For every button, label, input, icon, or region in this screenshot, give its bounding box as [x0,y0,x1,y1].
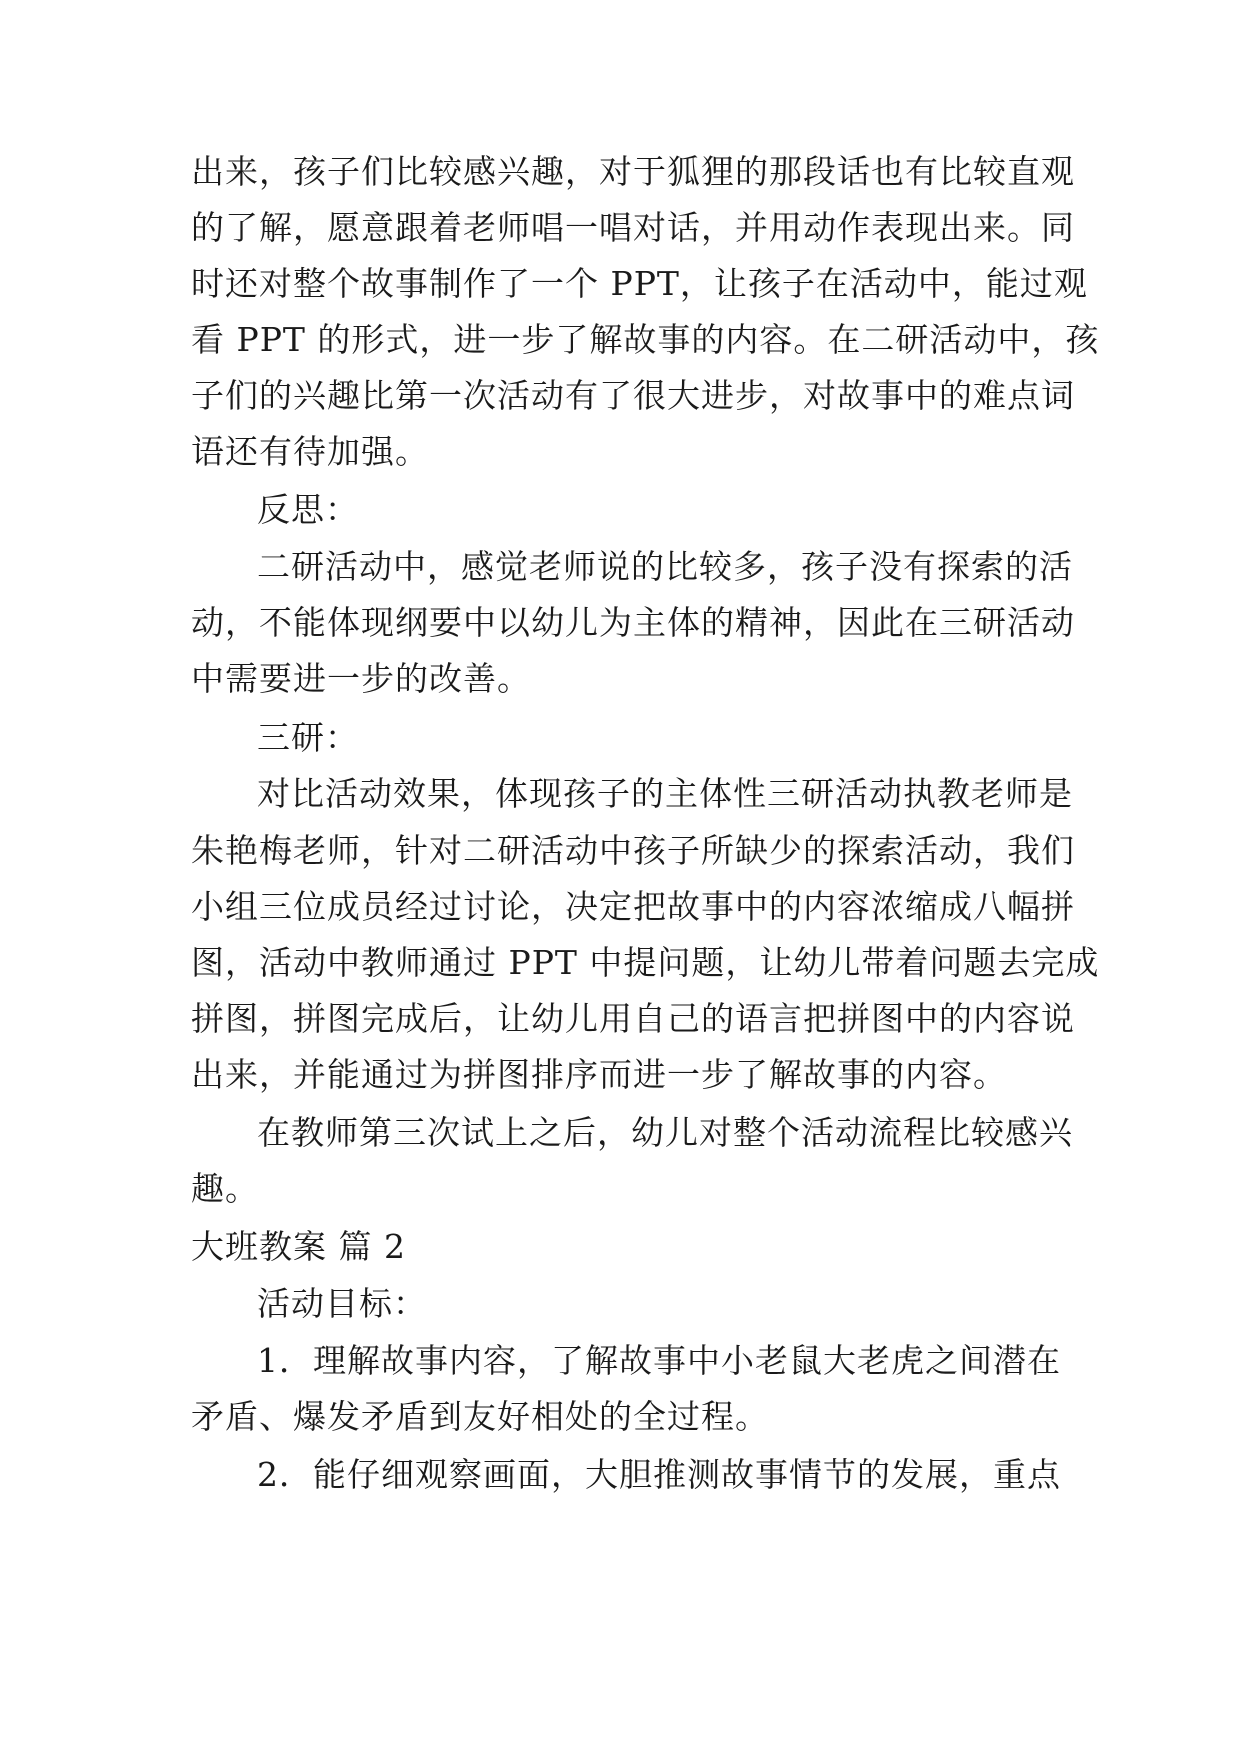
paragraph-line: 图，活动中教师通过 PPT 中提问题，让幼儿带着问题去完成 [191,943,1100,982]
paragraph-line: 动，不能体现纲要中以幼儿为主体的精神，因此在三研活动 [191,603,1075,642]
paragraph-line: 对比活动效果，体现孩子的主体性三研活动执教老师是 [257,774,1073,813]
list-item: 1．理解故事内容，了解故事中小老鼠大老虎之间潜在 [257,1341,1061,1380]
section-heading: 三研： [257,718,359,757]
paragraph-line: 朱艳梅老师，针对二研活动中孩子所缺少的探索活动，我们 [191,831,1075,870]
list-item: 2．能仔细观察画面，大胆推测故事情节的发展，重点 [257,1455,1061,1494]
paragraph-line: 中需要进一步的改善。 [191,659,531,698]
paragraph-line: 拼图，拼图完成后，让幼儿用自己的语言把拼图中的内容说 [191,999,1075,1038]
paragraph-line: 看 PPT 的形式，进一步了解故事的内容。在二研活动中，孩 [191,320,1100,359]
paragraph-line: 语还有待加强。 [191,432,429,471]
paragraph-line: 趣。 [191,1169,259,1208]
paragraph-line: 小组三位成员经过讨论，决定把故事中的内容浓缩成八幅拼 [191,887,1075,926]
paragraph-line: 出来，并能通过为拼图排序而进一步了解故事的内容。 [191,1055,1007,1094]
paragraph-line: 的了解，愿意跟着老师唱一唱对话，并用动作表现出来。同 [191,208,1075,247]
paragraph-line: 在教师第三次试上之后，幼儿对整个活动流程比较感兴 [257,1113,1073,1152]
paragraph-line: 子们的兴趣比第一次活动有了很大进步，对故事中的难点词 [191,376,1075,415]
paragraph-line: 矛盾、爆发矛盾到友好相处的全过程。 [191,1397,769,1436]
paragraph-line: 时还对整个故事制作了一个 PPT，让孩子在活动中，能过观 [191,264,1088,303]
article-title: 大班教案 篇 2 [191,1227,406,1266]
section-heading: 反思： [257,490,359,529]
paragraph-line: 出来，孩子们比较感兴趣，对于狐狸的那段话也有比较直观 [191,152,1075,191]
section-heading: 活动目标： [257,1284,427,1323]
paragraph-line: 二研活动中，感觉老师说的比较多，孩子没有探索的活 [257,547,1073,586]
